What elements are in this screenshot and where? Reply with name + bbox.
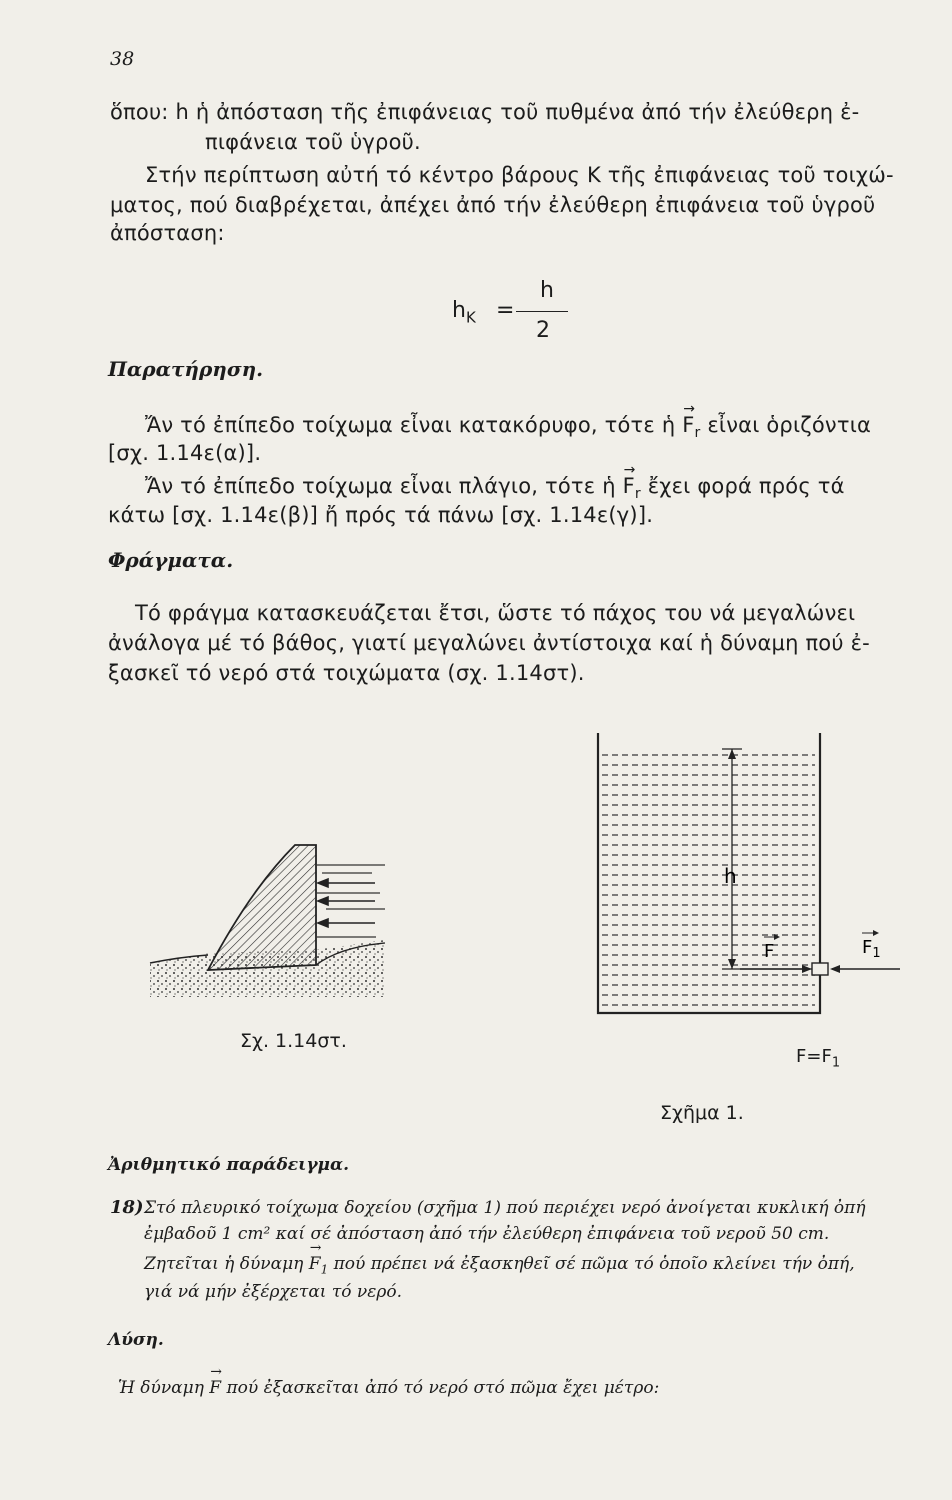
formula-numerator: h <box>540 278 554 303</box>
plug <box>812 963 828 975</box>
force-vector: → F <box>309 1252 321 1276</box>
example-line-1: Στό πλευρικό τοίχωμα δοχείου (σχῆμα 1) πού περιέχει νερό ἀνοίγεται κυκλική ὀπή <box>144 1198 866 1218</box>
example-line-4: γιά νά μήν ἐξέρχεται τό νερό. <box>144 1282 403 1302</box>
force-vector: → F <box>209 1376 221 1400</box>
paragraph-1-line-3: ἀπόσταση: <box>110 221 225 245</box>
force-F-label: F <box>764 941 775 962</box>
pressure-arrows <box>318 879 375 927</box>
example-number: 18) <box>110 1197 144 1218</box>
observation-2-line-2: κάτω [σχ. 1.14ε(β)] ἤ πρός τά πάνω [σχ. 1.14ε(γ)]. <box>108 503 654 527</box>
solution-line-1: Ἡ δύναμη → F πού ἐξασκεῖται ἀπό τό νερό στό πῶμα ἔχει μέτρο: <box>118 1376 659 1400</box>
depth-label: h <box>724 864 737 888</box>
force-vector: → F <box>682 410 694 440</box>
paragraph-2-line-2: ἀνάλογα μέ τό βάθος, γιατί μεγαλώνει ἀντίστοιχα καί ἡ δύναμη πού ἐ- <box>108 631 870 655</box>
force-equality: $F=F_1$ <box>796 1046 841 1071</box>
paragraph-1-line-2: ματος, πού διαβρέχεται, ἀπέχει ἀπό τήν ἐλεύθερη ἐπιφάνεια τοῦ ὑγροῦ <box>110 193 876 217</box>
observation-2-line-1: Ἄν τό ἐπίπεδο τοίχωμα εἶναι πλάγιο, τότε ἡ → $F_r$ ἔχει φορά πρός τά <box>145 471 845 509</box>
example-line-3: Ζητεῖται ἡ $\delta ύ\nu\alpha\mu\eta \to F_1$ πού πρέπει νά ἐξασκηθεῖ σέ πῶμα τό ὁποῖο κλείνει τήν ὀπή, <box>144 1252 855 1281</box>
formula-lhs: h <box>452 298 466 323</box>
definition-line-2: πιφάνεια τοῦ ὑγροῦ. <box>205 130 421 154</box>
observation-1-line-1: Ἄν τό ἐπίπεδο τοίχωμα εἶναι κατακόρυφο, τότε ἡ → $F_r$ εἶναι ὁριζόντια <box>145 410 871 448</box>
paragraph-1-line-1: Στήν περίπτωση αὐτή τό κέντρο βάρους Κ τῆς ἐπιφάνειας τοῦ τοιχώ- <box>145 163 894 187</box>
heading-dams: Φράγματα. <box>108 548 234 572</box>
force-F1-label: $F_1$ <box>862 937 881 961</box>
heading-observation: Παρατήρηση. <box>108 357 264 381</box>
caption-dam: Σχ. 1.14στ. <box>240 1030 347 1052</box>
observation-1-line-2: [σχ. 1.14ε(α)]. <box>108 441 262 465</box>
paragraph-2-line-1: Τό φράγμα κατασκευάζεται ἔτσι, ὥστε τό πάχος του νά μεγαλώνει <box>135 601 856 625</box>
water-lines <box>602 755 815 1005</box>
formula-denominator: 2 <box>536 318 550 343</box>
force-vector: → F <box>623 471 635 501</box>
example-line-2: ἐμβαδοῦ 1 cm² καί σέ ἀπόσταση ἀπό τήν ἐλεύθερη ἐπιφάνεια τοῦ νεροῦ 50 cm. <box>144 1224 830 1244</box>
tank-figure <box>590 725 920 1025</box>
fraction-bar <box>516 311 568 312</box>
heading-numerical-example: Ἀριθμητικό παράδειγμα. <box>108 1155 350 1175</box>
definition-line-1: ὅπου: h ἡ ἀπόσταση τῆς ἐπιφάνειας τοῦ πυθμένα ἀπό τήν ἐλεύθερη ἐ- <box>110 100 860 124</box>
dam-figure <box>140 835 390 1005</box>
paragraph-2-line-3: ξασκεῖ τό νερό στά τοιχώματα (σχ. 1.14στ). <box>108 661 585 685</box>
page-number: 38 <box>110 48 135 70</box>
formula-lhs-sub: K <box>465 308 476 327</box>
formula-equals: = <box>496 298 515 323</box>
dam-wall <box>208 845 316 970</box>
caption-tank: Σχῆμα 1. <box>660 1102 744 1124</box>
heading-solution: Λύση. <box>108 1330 164 1350</box>
